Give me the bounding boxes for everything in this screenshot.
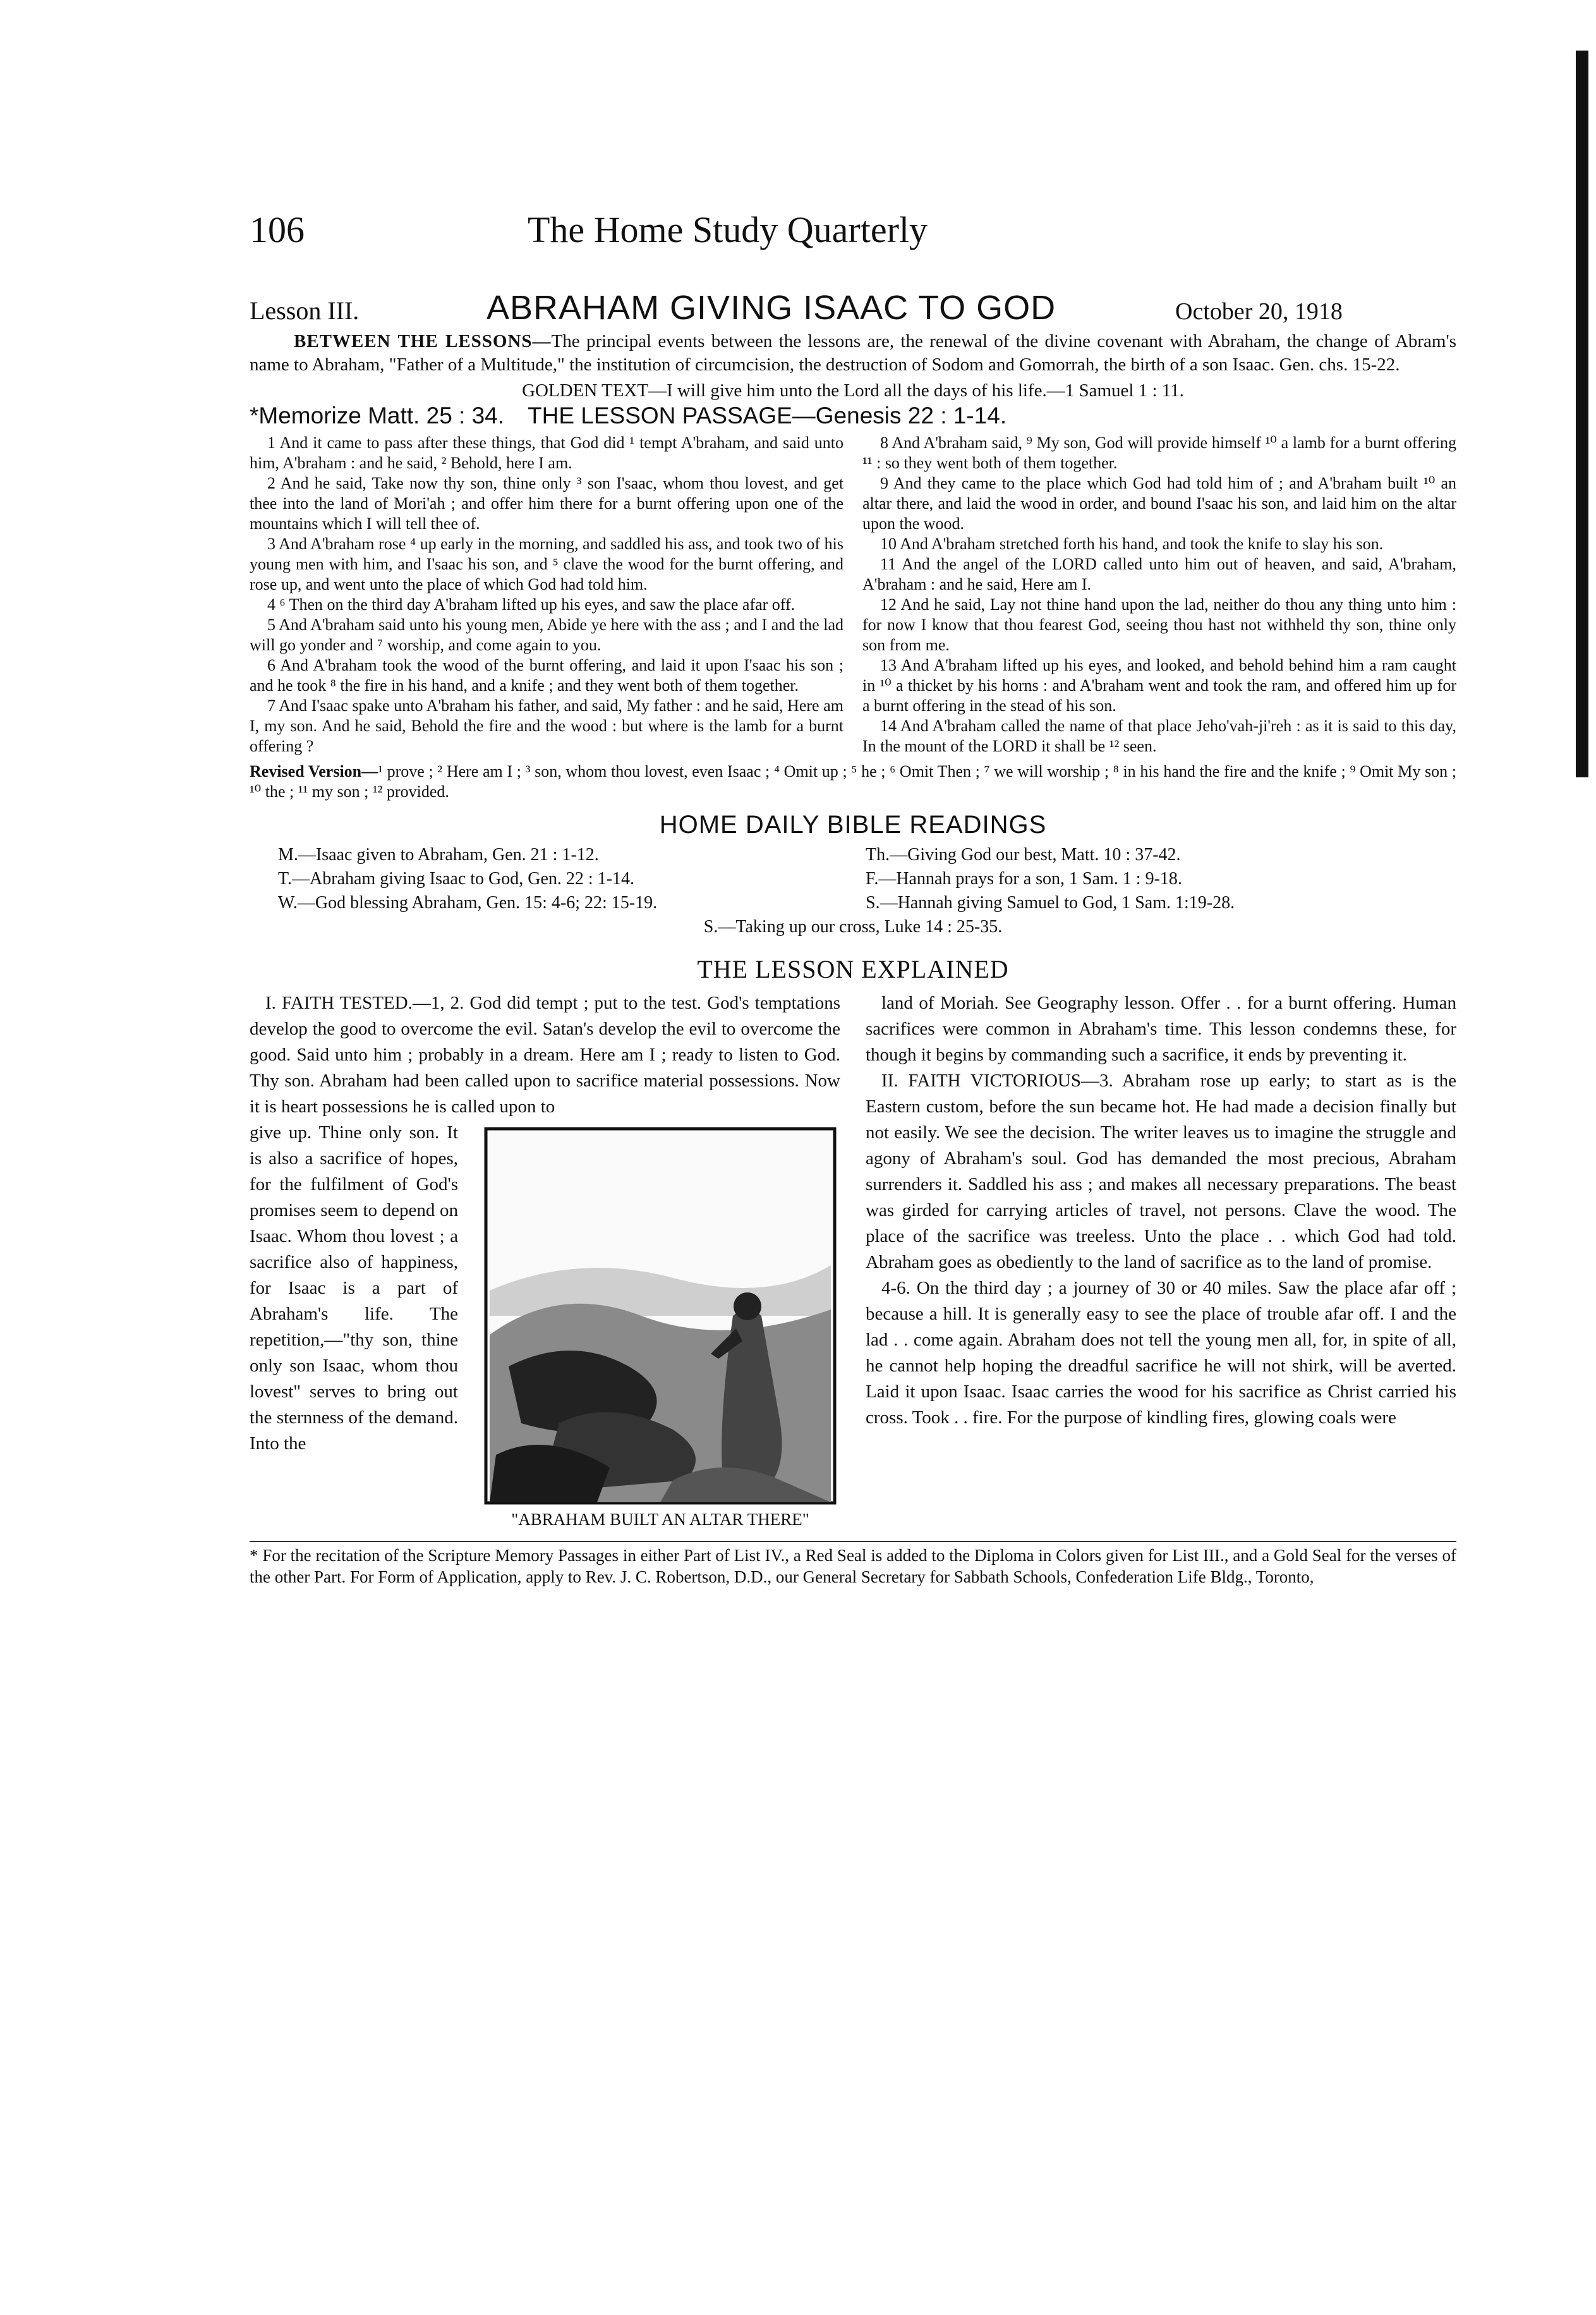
readings-list bbox=[250, 843, 1456, 915]
reading-item: S.—Hannah giving Samuel to God, 1 Sam. 1:19-28. bbox=[866, 893, 1235, 913]
verse: 5 And A'braham said unto his young men, Abide ye here with the ass ; and I and the lad will go yonder and ⁷ worship, and come again to you. bbox=[250, 616, 843, 654]
readings-title: HOME DAILY BIBLE READINGS bbox=[659, 811, 1047, 839]
verse: 12 And he said, Lay not thine hand upon the lad, neither do thou any thing unto him : for now I know that thou fearest God, seeing thou hast not withheld thy son, thine only son from me. bbox=[862, 595, 1456, 654]
revised-version bbox=[250, 762, 1456, 802]
illustration-caption: "ABRAHAM BUILT AN ALTAR THERE" bbox=[511, 1510, 809, 1529]
between-lessons-text: The principal events between the lessons are, the renewal of the divine covenant with Abraham, the change of Abram's name to Abraham, "Father of a Multitude," the institution of circumcision, the destruction of Sodom and Gomorrah, the birth of a son Isaac. Gen. chs. 15-22. bbox=[250, 331, 1456, 375]
lesson-explained bbox=[250, 990, 1456, 1529]
verse: 8 And A'braham said, ⁹ My son, God will provide himself ¹⁰ a lamb for a burnt offering ¹¹ : so they went both of them together. bbox=[862, 434, 1456, 472]
passage-right-column bbox=[862, 433, 1456, 756]
verse: 3 And A'braham rose ⁴ up early in the morning, and saddled his ass, and took two of his young men with him, and I'saac his son, and ⁵ clave the wood for the burnt offering, and rose up, and went unto the place of which God had told him. bbox=[250, 535, 843, 593]
verse: 1 And it came to pass after these things, that God did ¹ tempt A'braham, and said unto him, A'braham : and he said, ² Behold, here I am. bbox=[250, 434, 843, 472]
explained-left-column bbox=[250, 990, 840, 1529]
scan-edge-mark bbox=[1576, 51, 1588, 777]
reading-item: T.—Abraham giving Isaac to God, Gen. 22 : 1-14. bbox=[278, 869, 635, 889]
lesson-passage bbox=[250, 433, 1456, 756]
golden-text: GOLDEN TEXT—I will give him unto the Lord all the days of his life.—1 Samuel 1 : 11. bbox=[522, 380, 1184, 401]
passage-title: THE LESSON PASSAGE—Genesis 22 : 1-14. bbox=[528, 403, 1007, 428]
lesson-number: Lesson III. bbox=[250, 296, 360, 325]
text-with-illustration bbox=[250, 1120, 840, 1529]
passage-heading bbox=[250, 403, 1456, 429]
explained-paragraph: 4-6. On the third day ; a journey of 30 or 40 miles. Saw the place afar off ; because a hill. It is generally easy to see the place of trouble afar off. I and the lad . . come again. Abraham does not tell the young men all, for, in spite of all, he cannot help hoping the dreadful sacrifice he will not shirk, will be averted. Laid it upon Isaac. Isaac carries the wood for his sacrifice as Christ carried his cross. Took . . fire. For the purpose of kindling fires, glowing coals were bbox=[866, 1278, 1456, 1428]
explained-paragraph: II. FAITH VICTORIOUS—3. Abraham rose up early; to start as is the Eastern custom, before the sun became hot. He had made a decision finally but not easily. We see the decision. The writer leaves us to imagine the struggle and agony of Abraham's soul. God has demanded the most precious, Abraham surrenders it. Saddled his ass ; and makes all necessary preparations. The beast was girded for carrying articles of travel, not persons. Clave the wood. The place of the sacrifice was treeless. Unto the place . . which God had told. Abraham goes as obediently to the land of sacrifice as to the land of promise. bbox=[866, 1071, 1456, 1272]
reading-sunday: S.—Taking up our cross, Luke 14 : 25-35. bbox=[703, 917, 1003, 937]
between-lessons-label: BETWEEN THE LESSONS— bbox=[294, 331, 552, 351]
page-header bbox=[250, 209, 1456, 278]
explained-title: THE LESSON EXPLAINED bbox=[697, 955, 1009, 983]
verse: 7 And I'saac spake unto A'braham his father, and said, My father : and he said, Here am I, my son. And he said, Behold the fire and the wood : but where is the lamb for a burnt offering ? bbox=[250, 696, 843, 755]
between-lessons bbox=[250, 330, 1456, 377]
page-number: 106 bbox=[250, 209, 305, 250]
explained-narrow-text: give up. Thine only son. It is also a sacrifice of hopes, for the fulfilment of God's promises seem to depend on Isaac. Whom thou lovest ; a sacrifice also of happiness, for Isaac is a part of Abraham's life. The repetition,—"thy son, thine only son Isaac, whom thou lovest" serves to bring out the sternness of the demand. Into the bbox=[250, 1122, 458, 1454]
memorize-note: *Memorize Matt. 25 : 34. bbox=[250, 403, 505, 428]
verse: 14 And A'braham called the name of that place Jeho'vah-ji'reh : as it is said to this day, In the mount of the LORD it shall be ¹² seen. bbox=[862, 717, 1456, 755]
passage-left-column bbox=[250, 433, 843, 756]
reading-item: F.—Hannah prays for a son, 1 Sam. 1 : 9-18. bbox=[866, 869, 1182, 889]
illustration bbox=[483, 1126, 837, 1529]
revised-version-label: Revised Version— bbox=[250, 762, 378, 781]
lesson-title: ABRAHAM GIVING ISAAC TO GOD bbox=[487, 289, 1056, 327]
verse: 9 And they came to the place which God had told him of ; and A'braham built ¹⁰ an altar there, and laid the wood in order, and bound I'saac his son, and laid him on the altar upon the wood. bbox=[862, 474, 1456, 533]
footnote: * For the recitation of the Scripture Memory Passages in either Part of List IV., a Red Seal is added to the Diploma in Colors given for List III., and a Gold Seal for the verses of the other Part. For Form of Application, apply to Rev. J. C. Robertson, D.D., our General Secretary for Sabbath Schools, Confederation Life Bldg., Toronto, bbox=[250, 1541, 1456, 1588]
verse: 13 And A'braham lifted up his eyes, and looked, and behold behind him a ram caught in ¹⁰ a thicket by his horns : and A'braham went and took the ram, and offered him up for a burnt offering in the stead of his son. bbox=[862, 656, 1456, 715]
lesson-heading bbox=[250, 288, 1456, 327]
explained-paragraph: land of Moriah. See Geography lesson. Offer . . for a burnt offering. Human sacrifices were common in Abraham's time. This lesson condemns these, for though it begins by commanding such a sacrifice, it ends by preventing it. bbox=[866, 993, 1456, 1065]
verse: 6 And A'braham took the wood of the burnt offering, and laid it upon I'saac his son ; and he took ⁸ the fire in his hand, and a knife ; and they went both of them together. bbox=[250, 656, 843, 695]
reading-item: M.—Isaac given to Abraham, Gen. 21 : 1-12. bbox=[278, 845, 599, 865]
verse: 4 ⁶ Then on the third day A'braham lifted up his eyes, and saw the place afar off. bbox=[267, 595, 795, 614]
explained-paragraph: I. FAITH TESTED.—1, 2. God did tempt ; put to the test. God's temptations develop the good to overcome the evil. Satan's develop the evil to overcome the good. Said unto him ; probably in a dream. Here am I ; ready to listen to God. Thy son. Abraham had been called upon to sacrifice material possessions. Now it is heart possessions he is called upon to bbox=[250, 993, 840, 1117]
altar-illustration bbox=[483, 1126, 837, 1505]
verse: 11 And the angel of the LORD called unto him out of heaven, and said, A'braham, A'braham : and he said, Here am I. bbox=[862, 555, 1456, 593]
reading-item: W.—God blessing Abraham, Gen. 15: 4-6; 22: 15-19. bbox=[278, 893, 658, 913]
verse: 2 And he said, Take now thy son, thine only ³ son I'saac, whom thou lovest, and get thee into the land of Mori'ah ; and offer him there for a burnt offering upon one of the mountains which I will tell thee of. bbox=[250, 474, 843, 533]
explained-right-column bbox=[866, 990, 1456, 1529]
lesson-date: October 20, 1918 bbox=[1175, 298, 1343, 325]
revised-version-text: ¹ prove ; ² Here am I ; ³ son, whom thou lovest, even Isaac ; ⁴ Omit up ; ⁵ he ; ⁶ Omit Then ; ⁷ we will worship ; ⁸ in his hand the fire and the knife ; ⁹ Omit My son ; ¹⁰ the ; ¹¹ my son ; ¹² provided. bbox=[250, 762, 1456, 801]
verse: 10 And A'braham stretched forth his hand, and took the knife to slay his son. bbox=[880, 535, 1384, 553]
page bbox=[250, 209, 1456, 1588]
magazine-title: The Home Study Quarterly bbox=[528, 209, 928, 250]
reading-item: Th.—Giving God our best, Matt. 10 : 37-42. bbox=[866, 845, 1181, 865]
